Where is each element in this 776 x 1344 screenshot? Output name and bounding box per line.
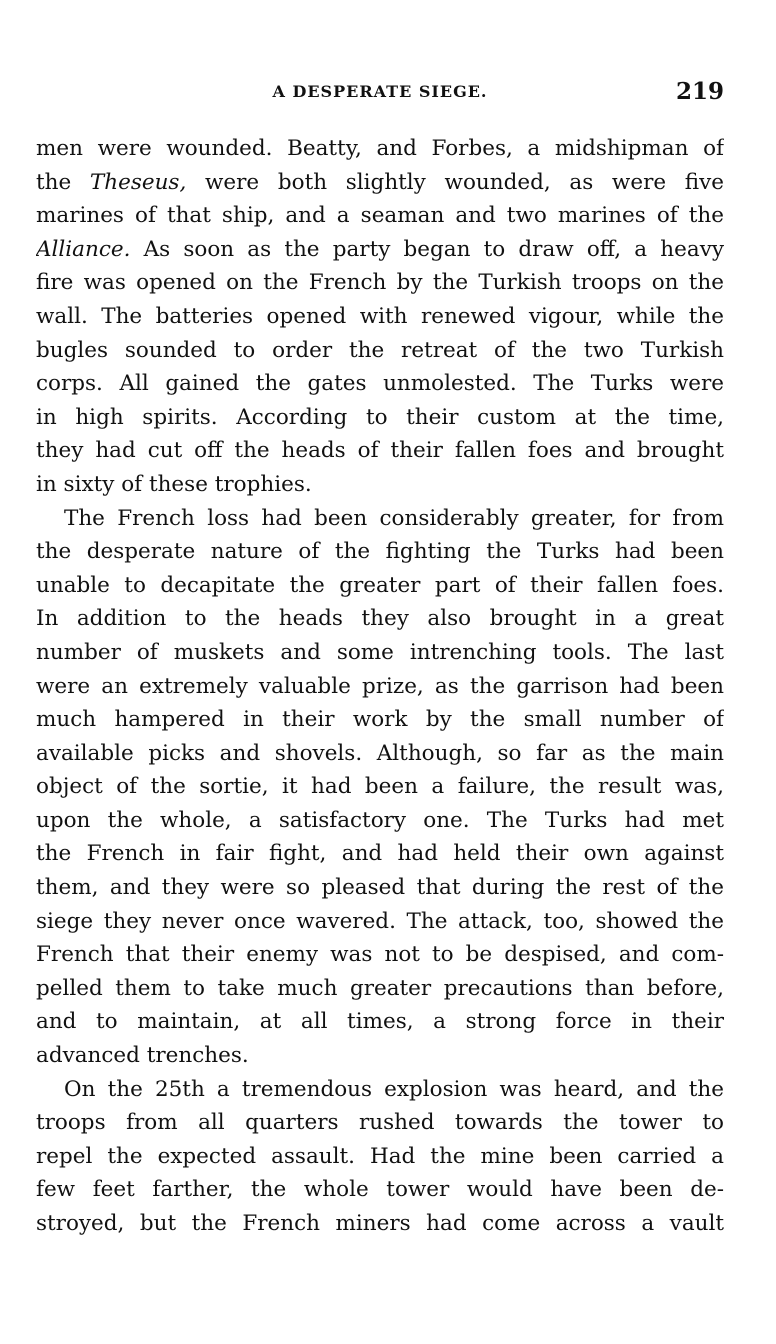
text-line — [36, 300, 724, 334]
text-line — [36, 636, 724, 670]
text-line — [36, 367, 724, 401]
text-run: In addition to the heads they also brought in a great — [36, 606, 724, 632]
text-run: the desperate nature of the fighting the Turks had been — [36, 539, 724, 565]
text-run: stroyed, but the French miners had come across a vault — [36, 1211, 724, 1236]
text-line — [36, 770, 724, 804]
text-line — [36, 737, 724, 771]
text-run: corps. All gained the gates unmolested. The Turks were — [36, 371, 724, 397]
text-run: On the 25th a tremendous explosion was heard, and the — [64, 1076, 724, 1102]
text-run: they had cut off the heads of their fallen foes and brought — [36, 438, 724, 464]
text-line — [36, 1039, 724, 1073]
text-run: were an extremely valuable prize, as the garrison had been — [36, 673, 724, 699]
text-line — [36, 1207, 724, 1241]
text-line — [36, 434, 724, 468]
text-line — [36, 602, 724, 636]
text-line — [36, 837, 724, 871]
text-run: The French loss had been considerably greater, for from — [64, 505, 724, 531]
text-line — [36, 972, 724, 1006]
text-line — [36, 1005, 724, 1039]
italic-title: Alliance. — [36, 236, 131, 262]
text-run: repel the expected assault. Had the mine been carried a — [36, 1143, 724, 1169]
text-line — [36, 703, 724, 737]
text-line — [36, 334, 724, 368]
paragraph — [36, 502, 724, 1073]
text-run: troops from all quarters rushed towards the tower to — [36, 1110, 724, 1136]
text-run: French that their enemy was not to be despised, and com- — [36, 942, 724, 968]
text-line — [36, 938, 724, 972]
text-line — [36, 468, 724, 502]
text-line — [36, 401, 724, 435]
text-line — [36, 1173, 724, 1207]
running-head — [36, 78, 724, 114]
text-run: bugles sounded to order the retreat of the two Turkish — [36, 337, 724, 363]
running-title: A DESPERATE SIEGE. — [272, 82, 488, 101]
italic-title: Theseus, — [89, 169, 187, 195]
text-run: siege they never once wavered. The attack, too, showed the — [36, 908, 724, 934]
paragraph — [36, 1073, 724, 1241]
body-text — [36, 132, 724, 1241]
book-page — [36, 78, 724, 1241]
text-run: them, and they were so pleased that during the rest of the — [36, 875, 724, 901]
text-run: fire was opened on the French by the Turkish troops on the — [36, 270, 724, 296]
text-run: marines of that ship, and a seaman and two marines of the — [36, 203, 724, 229]
text-run: As soon as the party began to draw off, a heavy — [130, 236, 724, 262]
text-run: available picks and shovels. Although, so far as the main — [36, 740, 724, 766]
text-run: men were wounded. Beatty, and Forbes, a midshipman of — [36, 136, 724, 161]
text-run: were both slightly wounded, as were five — [186, 169, 724, 195]
text-line — [36, 132, 724, 166]
page-number: 219 — [675, 78, 724, 105]
text-line — [36, 266, 724, 300]
text-line — [36, 871, 724, 905]
text-run: and to maintain, at all times, a strong force in their — [36, 1009, 724, 1035]
text-line — [36, 535, 724, 569]
text-run: unable to decapitate the greater part of their fallen foes. — [36, 572, 724, 598]
text-line — [36, 670, 724, 704]
text-run: number of muskets and some intrenching tools. The last — [36, 639, 724, 665]
text-run: advanced trenches. — [36, 1043, 249, 1069]
text-run: upon the whole, a satisfactory one. The Turks had met — [36, 807, 724, 833]
text-run: object of the sortie, it had been a failure, the result was, — [36, 774, 724, 800]
text-line — [36, 1073, 724, 1107]
text-line — [36, 1106, 724, 1140]
text-run: pelled them to take much greater precautions than before, — [36, 975, 724, 1001]
text-run: much hampered in their work by the small number of — [36, 707, 724, 733]
paragraph — [36, 132, 724, 502]
text-line — [36, 569, 724, 603]
text-line — [36, 233, 724, 267]
text-line — [36, 804, 724, 838]
text-line — [36, 199, 724, 233]
text-run: few feet farther, the whole tower would have been de- — [36, 1177, 724, 1203]
text-run: in sixty of these trophies. — [36, 471, 312, 497]
text-run: the — [36, 169, 90, 195]
text-line — [36, 905, 724, 939]
text-line — [36, 502, 724, 536]
text-run: in high spirits. According to their custom at the time, — [36, 404, 724, 430]
text-run: the French in fair fight, and had held their own against — [36, 841, 724, 867]
text-run: wall. The batteries opened with renewed vigour, while the — [36, 303, 724, 329]
text-line — [36, 166, 724, 200]
text-line — [36, 1140, 724, 1174]
